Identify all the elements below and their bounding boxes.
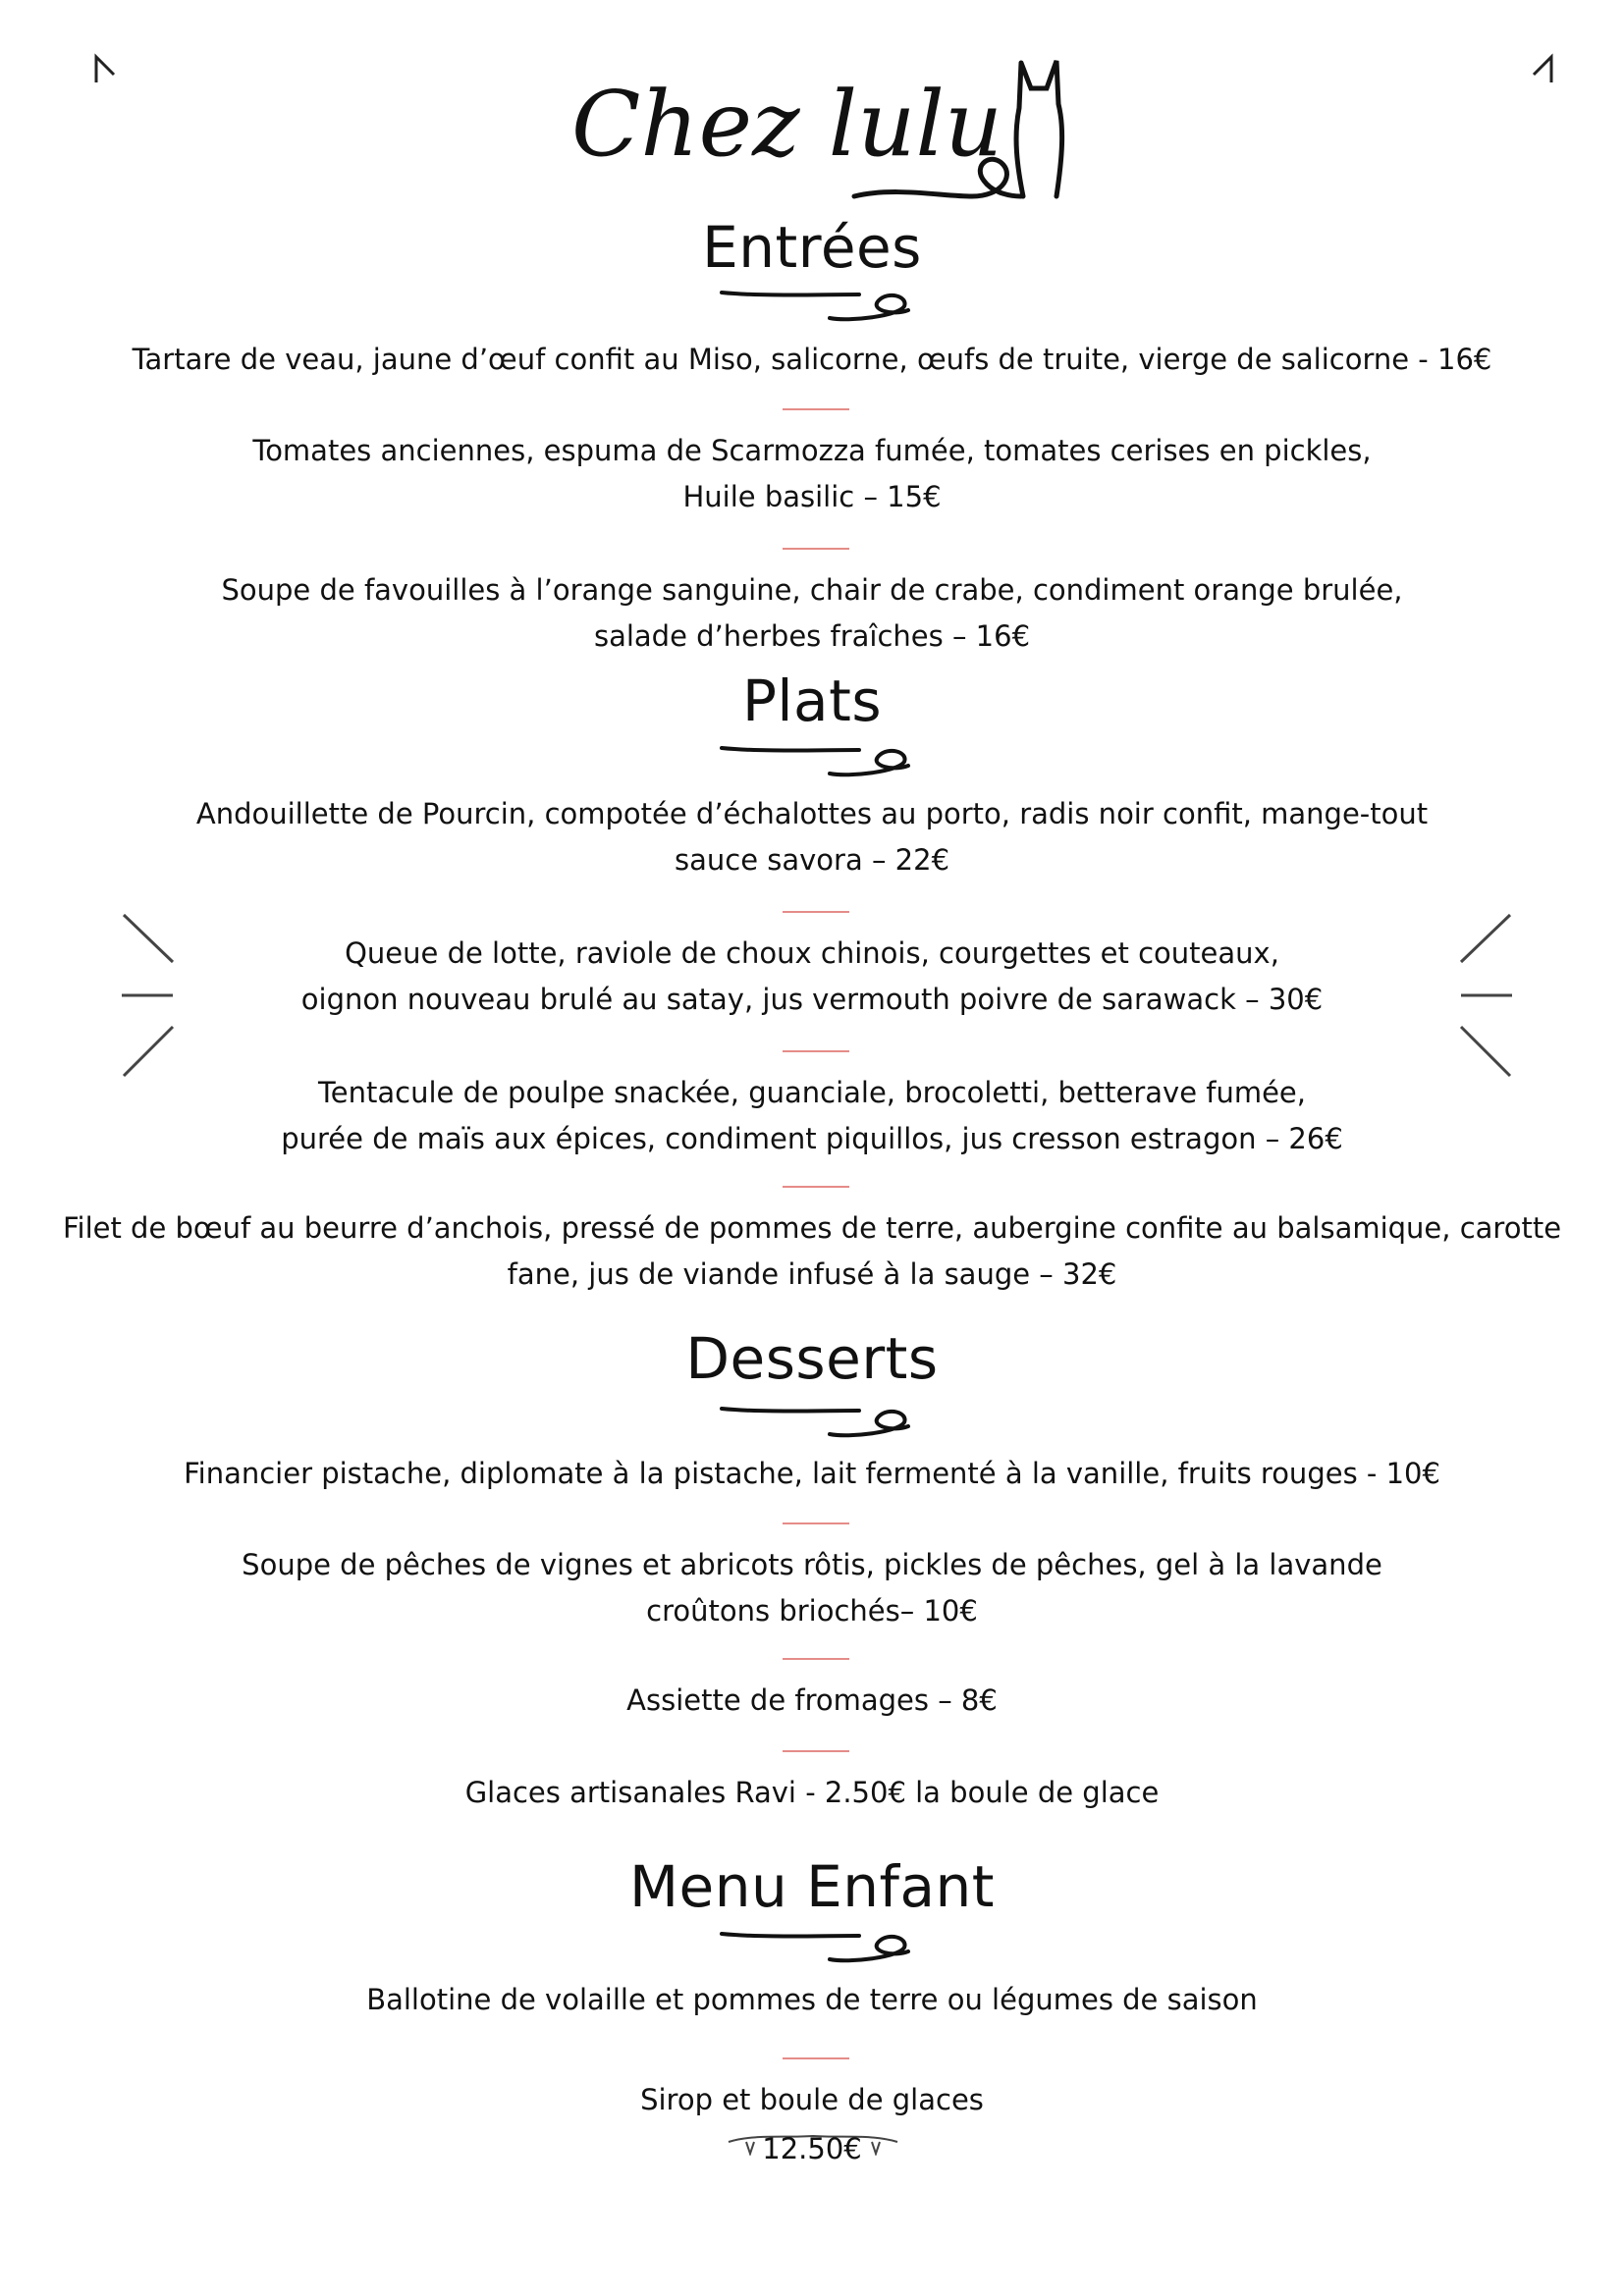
menu-item	[0, 567, 1624, 660]
chez-lulu-logo	[560, 49, 1070, 216]
menu-item-line: Filet de bœuf au beurre d’anchois, pressé de pommes de terre, aubergine confite au balsamique, carotte	[62, 1211, 1562, 1245]
menu-item-line: Soupe de favouilles à l’orange sanguine, chair de crabe, condiment orange brulée,	[221, 573, 1403, 607]
menu-item	[0, 1678, 1624, 1724]
menu-item	[0, 1451, 1624, 1497]
menu-item-line: Soupe de pêches de vignes et abricots rôtis, pickles de pêches, gel à la lavande	[242, 1548, 1382, 1581]
swash-divider-icon	[712, 738, 918, 781]
item-separator	[783, 408, 849, 410]
side-deco-right-icon	[1451, 911, 1514, 1097]
menu-item	[0, 1770, 1624, 1816]
menu-item-line: Tentacule de poulpe snackée, guanciale, brocoletti, betterave fumée,	[318, 1076, 1306, 1109]
item-separator	[783, 1050, 849, 1052]
menu-item	[0, 428, 1624, 520]
swash-divider-icon	[712, 1399, 918, 1442]
item-separator	[783, 1750, 849, 1752]
side-deco-left-icon	[120, 911, 183, 1097]
menu-item	[0, 1542, 1624, 1634]
menu-item-line: Ballotine de volaille et pommes de terre ou légumes de saison	[366, 1983, 1258, 2016]
corner-mark-top-right	[1528, 53, 1557, 88]
logo-script-icon	[560, 49, 1070, 216]
menu-item	[0, 791, 1624, 883]
menu-item	[0, 931, 1624, 1023]
menu-item-line: Queue de lotte, raviole de choux chinois, courgettes et couteaux,	[345, 936, 1279, 970]
swash-divider-icon	[712, 283, 918, 326]
menu-item-line: croûtons briochés– 10€	[646, 1594, 978, 1628]
menu-item	[0, 1070, 1624, 1162]
menu-item-line: Sirop et boule de glaces	[640, 2083, 984, 2116]
swash-divider-icon	[712, 1924, 918, 1967]
menu-item-line: Andouillette de Pourcin, compotée d’échalottes au porto, radis noir confit, mange-tout	[195, 797, 1429, 830]
menu-item-line: sauce savora – 22€	[674, 843, 950, 877]
menu-item	[0, 1205, 1624, 1298]
menu-item-line: fane, jus de viande infusé à la sauge – 32€	[507, 1257, 1117, 1291]
menu-item-line: oignon nouveau brulé au satay, jus vermouth poivre de sarawack – 30€	[300, 983, 1324, 1016]
item-separator	[783, 1522, 849, 1524]
menu-item-line: salade d’herbes fraîches – 16€	[593, 619, 1031, 653]
item-separator	[783, 1186, 849, 1188]
corner-mark-top-left	[90, 53, 120, 88]
menu-item	[0, 1977, 1624, 2023]
menu-item-line: Tartare de veau, jaune d’œuf confit au Miso, salicorne, œufs de truite, vierge de salicorne - 16€	[132, 343, 1492, 376]
item-separator	[783, 548, 849, 550]
menu-item-line: Tomates anciennes, espuma de Scarmozza fumée, tomates cerises en pickles,	[252, 434, 1372, 467]
menu-item-line: Glaces artisanales Ravi - 2.50€ la boule de glace	[464, 1776, 1160, 1809]
menu-item-line: Huile basilic – 15€	[682, 480, 942, 513]
logo-text: Chez lulu	[571, 72, 1003, 177]
item-separator	[783, 2057, 849, 2059]
menu-item	[0, 337, 1624, 383]
section-title: Entrées	[702, 214, 922, 281]
kids-menu-price: 12.50€	[762, 2132, 862, 2165]
section-title: Plats	[741, 667, 883, 734]
item-separator	[783, 1658, 849, 1660]
section-title: Menu Enfant	[628, 1853, 996, 1920]
menu-item-line: purée de maïs aux épices, condiment piquillos, jus cresson estragon – 26€	[281, 1122, 1343, 1155]
section-title: Desserts	[685, 1325, 939, 1392]
menu-item-line: Financier pistache, diplomate à la pistache, lait fermenté à la vanille, fruits rouges - 10€	[184, 1457, 1440, 1490]
menu-item-line: Assiette de fromages – 8€	[626, 1683, 998, 1717]
item-separator	[783, 911, 849, 913]
